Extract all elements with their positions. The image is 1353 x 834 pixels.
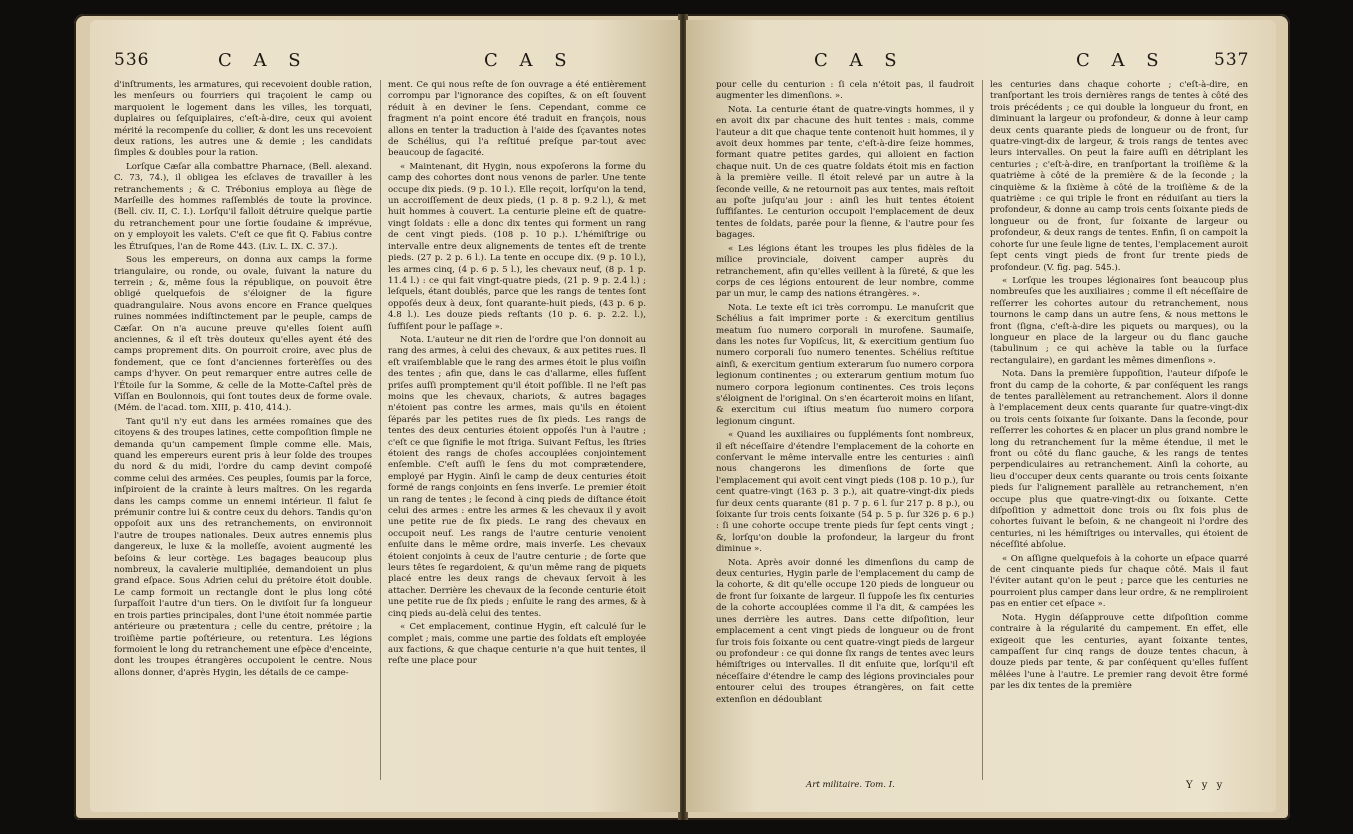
paragraph: « Les légions étant les troupes les plus fidèles de la milice provinciale, doivent camper auprès du retranchement, afin qu'elles veillent à la ſûreté, & que les corps de ces légions entourent de leur nombre, comme par un mur, le camp des nations étrangères. ».: [716, 243, 974, 300]
column-rule: [380, 80, 381, 780]
text-column-1: [114, 80, 372, 681]
text-column-1: [716, 80, 974, 708]
paragraph: Nota. Hygin déſapprouve cette diſpoſition comme contraire à la régularité du campement. En effet, elle exigeoit que les centuries, ayant ſoixante tentes, campaſſent ſur cinq rangs de douze tentes chacun, à douze pieds par tente, & par conſéquent qu'elles fuſſent mêlées l'une à l'autre. Le premier rang devoit être formé par les dix tentes de la première: [990, 612, 1248, 692]
paragraph: pour celle du centurion : ſi cela n'étoit pas, il faudroit augmenter les dimenſions. ».: [716, 80, 974, 102]
right-page-header: [686, 50, 1276, 78]
paragraph: « Cet emplacement, continue Hygin, eſt calculé ſur le complet ; mais, comme une partie des ſoldats eſt employée aux factions, & que chaque centurie n'a que huit tentes, il reſte une place pour: [388, 622, 646, 667]
right-page: [686, 20, 1276, 812]
paragraph: Nota. L'auteur ne dit rien de l'ordre que l'on donnoit au rang des armes, à celui des chevaux, & aux petites rues. Il eſt vraiſemblable que le rang des armes étoit le plus voiſin des tentes ; afin que, dans le cas d'allarme, elles fuſſent priſes auſſi promptement qu'il étoit poſſible. Il ne l'eſt pas moins que les chevaux, chariots, & autres bagages n'étoient pas contre les armes, mais qu'ils en étoient ſéparés par les petites rues de ſix pieds. Les rangs de tentes des deux centuries étoient oppoſés l'un à l'autre ; c'eſt ce que ſignifie le mot ſtriga. Suivant Feſtus, les ſtries étoient des rangs de choſes accouplées conjointement enſemble. C'eſt auſſi le ſens du mot comprætendere, employé par Hygin. Ainſi le camp de deux centuries étoit formé de rangs conjoints en ſens inverſe. Le premier étoit un rang de tentes ; le ſecond à cinq pieds de diſtance étoit celui des armes : entre les armes & les chevaux il y avoit une petite rue de ſix pieds. Le rang des chevaux en occupoit neuf. Les rangs de l'autre centurie venoient enſuite dans le même ordre, mais inverſe. Les chevaux étoient conjoints à ceux de l'autre centurie ; de ſorte que leurs têtes ſe regardoient, & qu'un même rang de piquets placé entre les deux rangs de chevaux ſervoit à les attacher. Derrière les chevaux de la ſeconde centurie étoit une petite rue de ſix pieds ; enſuite le rang des armes, & à cinq pieds au-delà celui des tentes.: [388, 334, 646, 619]
paragraph: « Lorſque les troupes légionaires ſont beaucoup plus nombreuſes que les auxiliaires ; comme il eſt néceſſaire de reſſerrer les cohortes autour du retranchement, nous tournons le camp dans un autre ſens, & nous mettons le front (ſigna, c'eſt-à-dire les piquets ou marques), ou la longueur en place de la largeur ou du flanc gauche (tabulinum ; ce qui achève la table ou la ſurface rectangulaire), en gardant les mêmes dimenſions ».: [990, 275, 1248, 366]
paragraph: Nota. Le texte eſt ici très corrompu. Le manuſcrit que Schélius a fait imprimer porte : & exercitum gentilius meatum ſuo numero corporali in murofene. Saumaiſe, dans les notes ſur Vopiſcus, lit, & exercitium gentium ſuo numero corporali ſuo numero tenentes. Schélius reſtitue ainſi, & exercitum gentium exterarum ſuo numero corpora legionum continentes ; ou exterarum gentium motum ſuo numero corpora legionum continentes. Ces trois leçons s'éloignent de l'original. On s'en écarteroit moins en liſant, & exercitum cui iſtius meatum ſuo numero corpora legionum cingunt.: [716, 302, 974, 427]
paragraph: Tant qu'il n'y eut dans les armées romaines que des citoyens & des troupes latines, cette compoſition ſimple ne demanda qu'un campement ſimple comme elle. Mais, quand les empereurs eurent pris à leur ſolde des troupes du nord & du midi, l'ordre du camp devint compoſé comme celui des armées. Ces peuples, ſoumis par la force, inſpiroient de la crainte à leurs maîtres. On les regarda dans les camps comme un ennemi intérieur. Il falut ſe prémunir contre lui & contre ceux du dehors. Tandis qu'on oppoſoit aux uns des retranchements, on environnoit l'autre de troupes nationales. Deux autres ennemis plus dangereux, le luxe & la molleſſe, avoient augmenté les beſoins & leur cortège. Les bagages beaucoup plus nombreux, la cavalerie multipliée, demandoient un plus grand eſpace. Sous Adrien celui du prétoire étoit double. Le camp formoit un rectangle dont le plus long côté ſurpaſſoit l'autre d'un tiers. On le diviſoit ſur ſa longueur en trois parties principales, dont l'une étoit nommée partie antérieure ou prætentura ; celle du centre, prétoire ; la troiſième partie poſtérieure, ou retentura. Les légions formoient le long du retranchement une eſpèce d'enceinte, dont les troupes étrangères occupoient le centre. Nous allons donner, d'après Hygin, les détails de ce campe-: [114, 416, 372, 678]
paragraph: « Maintenant, dit Hygin, nous expoſerons la forme du camp des cohortes dont nous venons de parler. Une tente occupe dix pieds. (9 p. 10 l.). Elle reçoit, lorſqu'on la tend, un accroiſſement de deux pieds, (1 p. 8 p. 9.2 l.), & met huit hommes à couvert. La centurie pleine eſt de quatre-vingt ſoldats : elle a donc dix tentes qui forment un rang de cent vingt pieds. (108 p. 10 p.). L'hémiſtrige ou intervalle entre deux alignements de tentes eſt de trente pieds. (27 p. 2 p. 6 l.). La tente en occupe dix. (9 p. 10 l.), les armes cinq, (4 p. 6 p. 5 l.), les chevaux neuf, (8 p. 1 p. 11.4 l.) : ce qui fait vingt-quatre pieds, (21 p. 9 p. 2.4 l.) ; leſquels, étant doublés, parce que les rangs de tentes ſont oppoſés deux à deux, ſont quarante-huit pieds, (43 p. 6 p. 4.8 l.). Les douze pieds reſtants (10 p. 6. p. 2.2. l.), ſuffiſent pour le paſſage ».: [388, 161, 646, 332]
paragraph: « Quand les auxiliaires ou ſuppléments ſont nombreux, il eſt néceſſaire d'étendre l'emplacement de la cohorte en conſervant le même intervalle entre les centuries : ainſi nous changerons les dimenſions de ſorte que l'emplacement qui avoit cent vingt pieds (108 p. 10 p.), ſur cent quatre-vingt (163 p. 3 p.), ait quatre-vingt-dix pieds ſur deux cents quarante (81 p. 7 p. 6 l. ſur 217 p. 8 p.), ou ſoixante ſur trois cents ſoixante (54 p. 5 p. ſur 326 p. 6 p.) : ſi une cohorte occupe trente pieds ſur ſept cents vingt ; &, lorſqu'on double la profondeur, la largeur du front diminue ».: [716, 430, 974, 555]
paragraph: « On aſſigne quelquefois à la cohorte un eſpace quarré de cent cinquante pieds ſur chaque côté. Mais il faut l'éviter autant qu'on le peut ; parce que les centuries ne pourroient plus camper dans leur ordre, & ne rempliroient pas en entier cet eſpace ».: [990, 553, 1248, 610]
paragraph: Lorſque Cæſar alla combattre Pharnace, (Bell. alexand. C. 73, 74.), il obligea les eſclaves de travailler à les retranchements ; & C. Trébonius employa au ſiège de Marſeille des hommes raſſemblés de toute la province. (Bell. civ. II, C. I.). Lorſqu'il falloit détruire quelque partie du retranchement pour une ſortie ſoudaine & imprévue, on y employoit les valets. C'eſt ce que fit Q. Fabius contre les Étruſques, l'an de Rome 443. (Liv. L. IX. C. 37.).: [114, 161, 372, 252]
running-head: C A S: [218, 50, 309, 71]
paragraph: Nota. Dans la première ſuppoſition, l'auteur diſpoſe le front du camp de la cohorte, & par conſéquent les rangs de tentes parallèlement au retranchement. Alors il donne à l'emplacement deux cents quarante ſur quatre-vingt-dix ou trois cents ſoixante ſur ſoixante. Dans la ſeconde, pour reſſerrer les cohortes & en placer un plus grand nombre le long du retranchement ſur la même étendue, il met le front ou côté du flanc gauche, & les rangs de tentes perpendiculaires au retranchement. Ainſi la cohorte, au lieu d'occuper deux cents quarante ou trois cents ſoixante pieds ſur l'alignement parallèle au retranchement, n'en occupe plus que quatre-vingt-dix ou ſoixante. Cette diſpoſition y admettoit donc trois ou ſix fois plus de cohortes ſuivant le beſoin, & ne changeoit ni l'ordre des centuries, ni les hémiſtriges ou intervalles, qui étoient de néceſſité abſolue.: [990, 369, 1248, 551]
paragraph: les centuries dans chaque cohorte ; c'eſt-à-dire, en tranſportant les trois dernières rangs de tentes à côté des trois précédents ; ce qui double la longueur du front, en diminuant la largeur ou profondeur, & donne à leur camp deux cents quarante pieds de longueur ou de front, ſur quatre-vingt-dix de largeur, & trois rangs de tentes avec leurs intervalles. On peut la faire auſſi en détriplant les centuries ; c'eſt-à-dire, en tranſportant la troiſième & la quatrième à côté de la première & de la ſeconde ; la cinquième & la ſixième à côté de la troiſième & de la quatrième : ce qui triple le front en réduiſant au tiers la profondeur, & donne au camp trois cents ſoixante pieds de longueur ou de front, ſur ſoixante de largeur ou profondeur, & deux rangs de tentes. Enfin, ſi on campoit la cohorte ſur une ſeule ligne de tentes, l'emplacement auroit ſept cents vingt pieds de front ſur trente pieds de profondeur. (V. fig. pag. 545.).: [990, 80, 1248, 273]
running-head: C A S: [1076, 50, 1167, 71]
paragraph: d'inſtruments, les armatures, qui recevoient double ration, les menſeurs ou fourriers qui traçoient le camp ou marquoient le logement dans les villes, les torquati, duplaires ou ſeſquiplaires, c'eſt-à-dire, ceux qui avoient mérité la recompenſe du collier, & dont les uns recevoient deux rations, les autres une & demie ; les candidats ſimples & doubles pour la ration.: [114, 80, 372, 159]
page-footer: Art militaire. Tom. I.: [806, 780, 895, 790]
paragraph: Sous les empereurs, on donna aux camps la forme triangulaire, ou ronde, ou ovale, ſuivant la nature du terrein ; &, même ſous la république, on pouvoit être obligé quelquefois de s'éloigner de la figure quadrangulaire. Nous avons encore en France quelques ruines nommées indiſtinctement par le peuple, camps de Cæſar. On n'a aucune preuve qu'elles ſoient auſſi anciennes, & il eſt très douteux qu'elles ayent été des camps proprement dits. On pourroit croire, avec plus de fondement, que ce ſont d'anciennes forterèſſes ou des camps d'hyver. On peut remarquer entre autres celle de l'Étoile ſur la Somme, & celle de la Motte-Caſtel près de Viſſan en Boulonnois, qui ſont toutes deux de forme ovale. (Mém. de l'acad. tom. XIII, p. 410, 414.).: [114, 255, 372, 414]
left-page: [90, 20, 680, 812]
text-column-2: [388, 80, 646, 670]
column-rule: [982, 80, 983, 780]
left-page-header: [90, 50, 680, 78]
paragraph: Nota. Après avoir donné les dimenſions du camp de deux centuries, Hygin parle de l'emplacement du camp de la cohorte, & dit qu'elle occupe 120 pieds de longueur ou de front ſur ſoixante de largeur. Il ſuppoſe les ſix centuries de la cohorte accouplées comme il l'a dit, & campées les unes derrière les autres. Dans cette diſpoſition, leur emplacement a cent vingt pieds de longueur ou de front ſur trois fois ſoixante ou cent quatre-vingt pieds de largeur ou profondeur : ce qui donne ſix rangs de tentes avec leurs hémiſtriges ou intervalles. Il dit enſuite que, lorſqu'il eſt néceſſaire d'étendre le camp des légions provinciales pour entourer celui des troupes étrangères, on fait cette extenſion en dédoublant: [716, 557, 974, 705]
running-head: C A S: [484, 50, 575, 71]
text-column-2: [990, 80, 1248, 695]
signature-mark: Y y y: [1186, 780, 1226, 791]
page-number: 536: [114, 50, 150, 70]
paragraph: ment. Ce qui nous reſte de ſon ouvrage a été entièrement corrompu par l'ignorance des copiſtes, & on eſt ſouvent réduit à en deviner le ſens. Cependant, comme ce fragment n'a point encore été traduit en françois, nous allons en tenter la traduction à l'aide des ſçavantes notes de Schélius, qui l'a reſtitué preſque par-tout avec beaucoup de ſagacité.: [388, 80, 646, 159]
open-book: [74, 14, 1290, 820]
page-number: 537: [1214, 50, 1250, 70]
paragraph: Nota. La centurie étant de quatre-vingts hommes, il y en avoit dix par chacune des huit tentes : mais, comme l'auteur a dit que chaque tente contenoit huit hommes, il y avoit deux hommes par tente, c'eſt-à-dire ſeize hommes, formant quatre petites gardes, qui alloient en faction chaque nuit. Un de ces quatre ſoldats étoit mis en faction à la première veille. Il étoit relevé par un autre à la ſeconde veille, & ne retournoit pas aux tentes, mais reſtoit au poſte juſqu'au jour : ainſi les huit tentes étoient ſuffiſantes. Le centurion occupoit l'emplacement de deux tentes de ſoldats, parée pour la ſienne, & l'autre pour ſes bagages.: [716, 104, 974, 241]
running-head: C A S: [814, 50, 905, 71]
